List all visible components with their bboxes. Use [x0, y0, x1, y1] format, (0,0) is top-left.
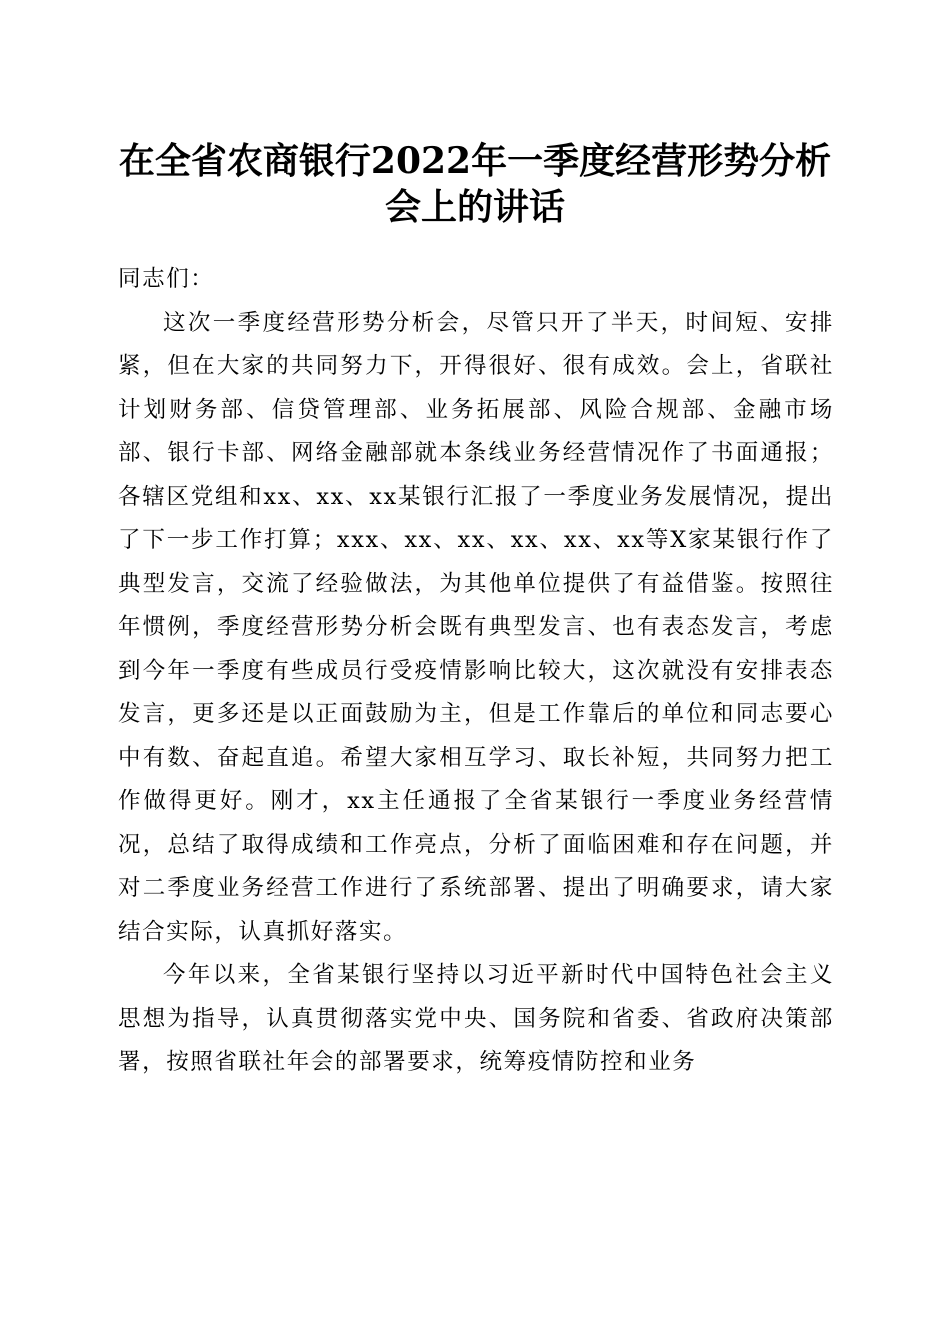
body-paragraph-2: 今年以来，全省某银行坚持以习近平新时代中国特色社会主义思想为指导，认真贯彻落实党中央、国务院和省委、省政府决策部署，按照省联社年会的部署要求，统筹疫情防控和业务 — [118, 962, 834, 1075]
title-line-1: 在全省农商银行2022年一季度经营形势分析 — [118, 140, 832, 182]
document-title — [100, 138, 850, 230]
document-body — [118, 258, 834, 1085]
salutation: 同志们： — [118, 266, 215, 292]
title-line-2: 会上的讲话 — [384, 186, 565, 228]
body-paragraph-1: 这次一季度经营形势分析会，尽管只开了半天，时间短、安排紧，但在大家的共同努力下，开得很好、很有成效。会上，省联社计划财务部、信贷管理部、业务拓展部、风险合规部、金融市场部、银行卡部、网络金融部就本条线业务经营情况作了书面通报；各辖区党组和xx、xx、xx某银行汇报了一季度业务发展情况，提出了下一步工作打算；xxx、xx、xx、xx、xx、xx等X家某银行作了典型发言，交流了经验做法，为其他单位提供了有益借鉴。按照往年惯例，季度经营形势分析会既有典型发言、也有表态发言，考虑到今年一季度有些成员行受疫情影响比较大，这次就没有安排表态发言，更多还是以正面鼓励为主，但是工作靠后的单位和同志要心中有数、奋起直追。希望大家相互学习、取长补短，共同努力把工作做得更好。刚才，xx主任通报了全省某银行一季度业务经营情况，总结了取得成绩和工作亮点，分析了面临困难和存在问题，并对二季度业务经营工作进行了系统部署、提出了明确要求，请大家结合实际，认真抓好落实。 — [118, 309, 834, 945]
